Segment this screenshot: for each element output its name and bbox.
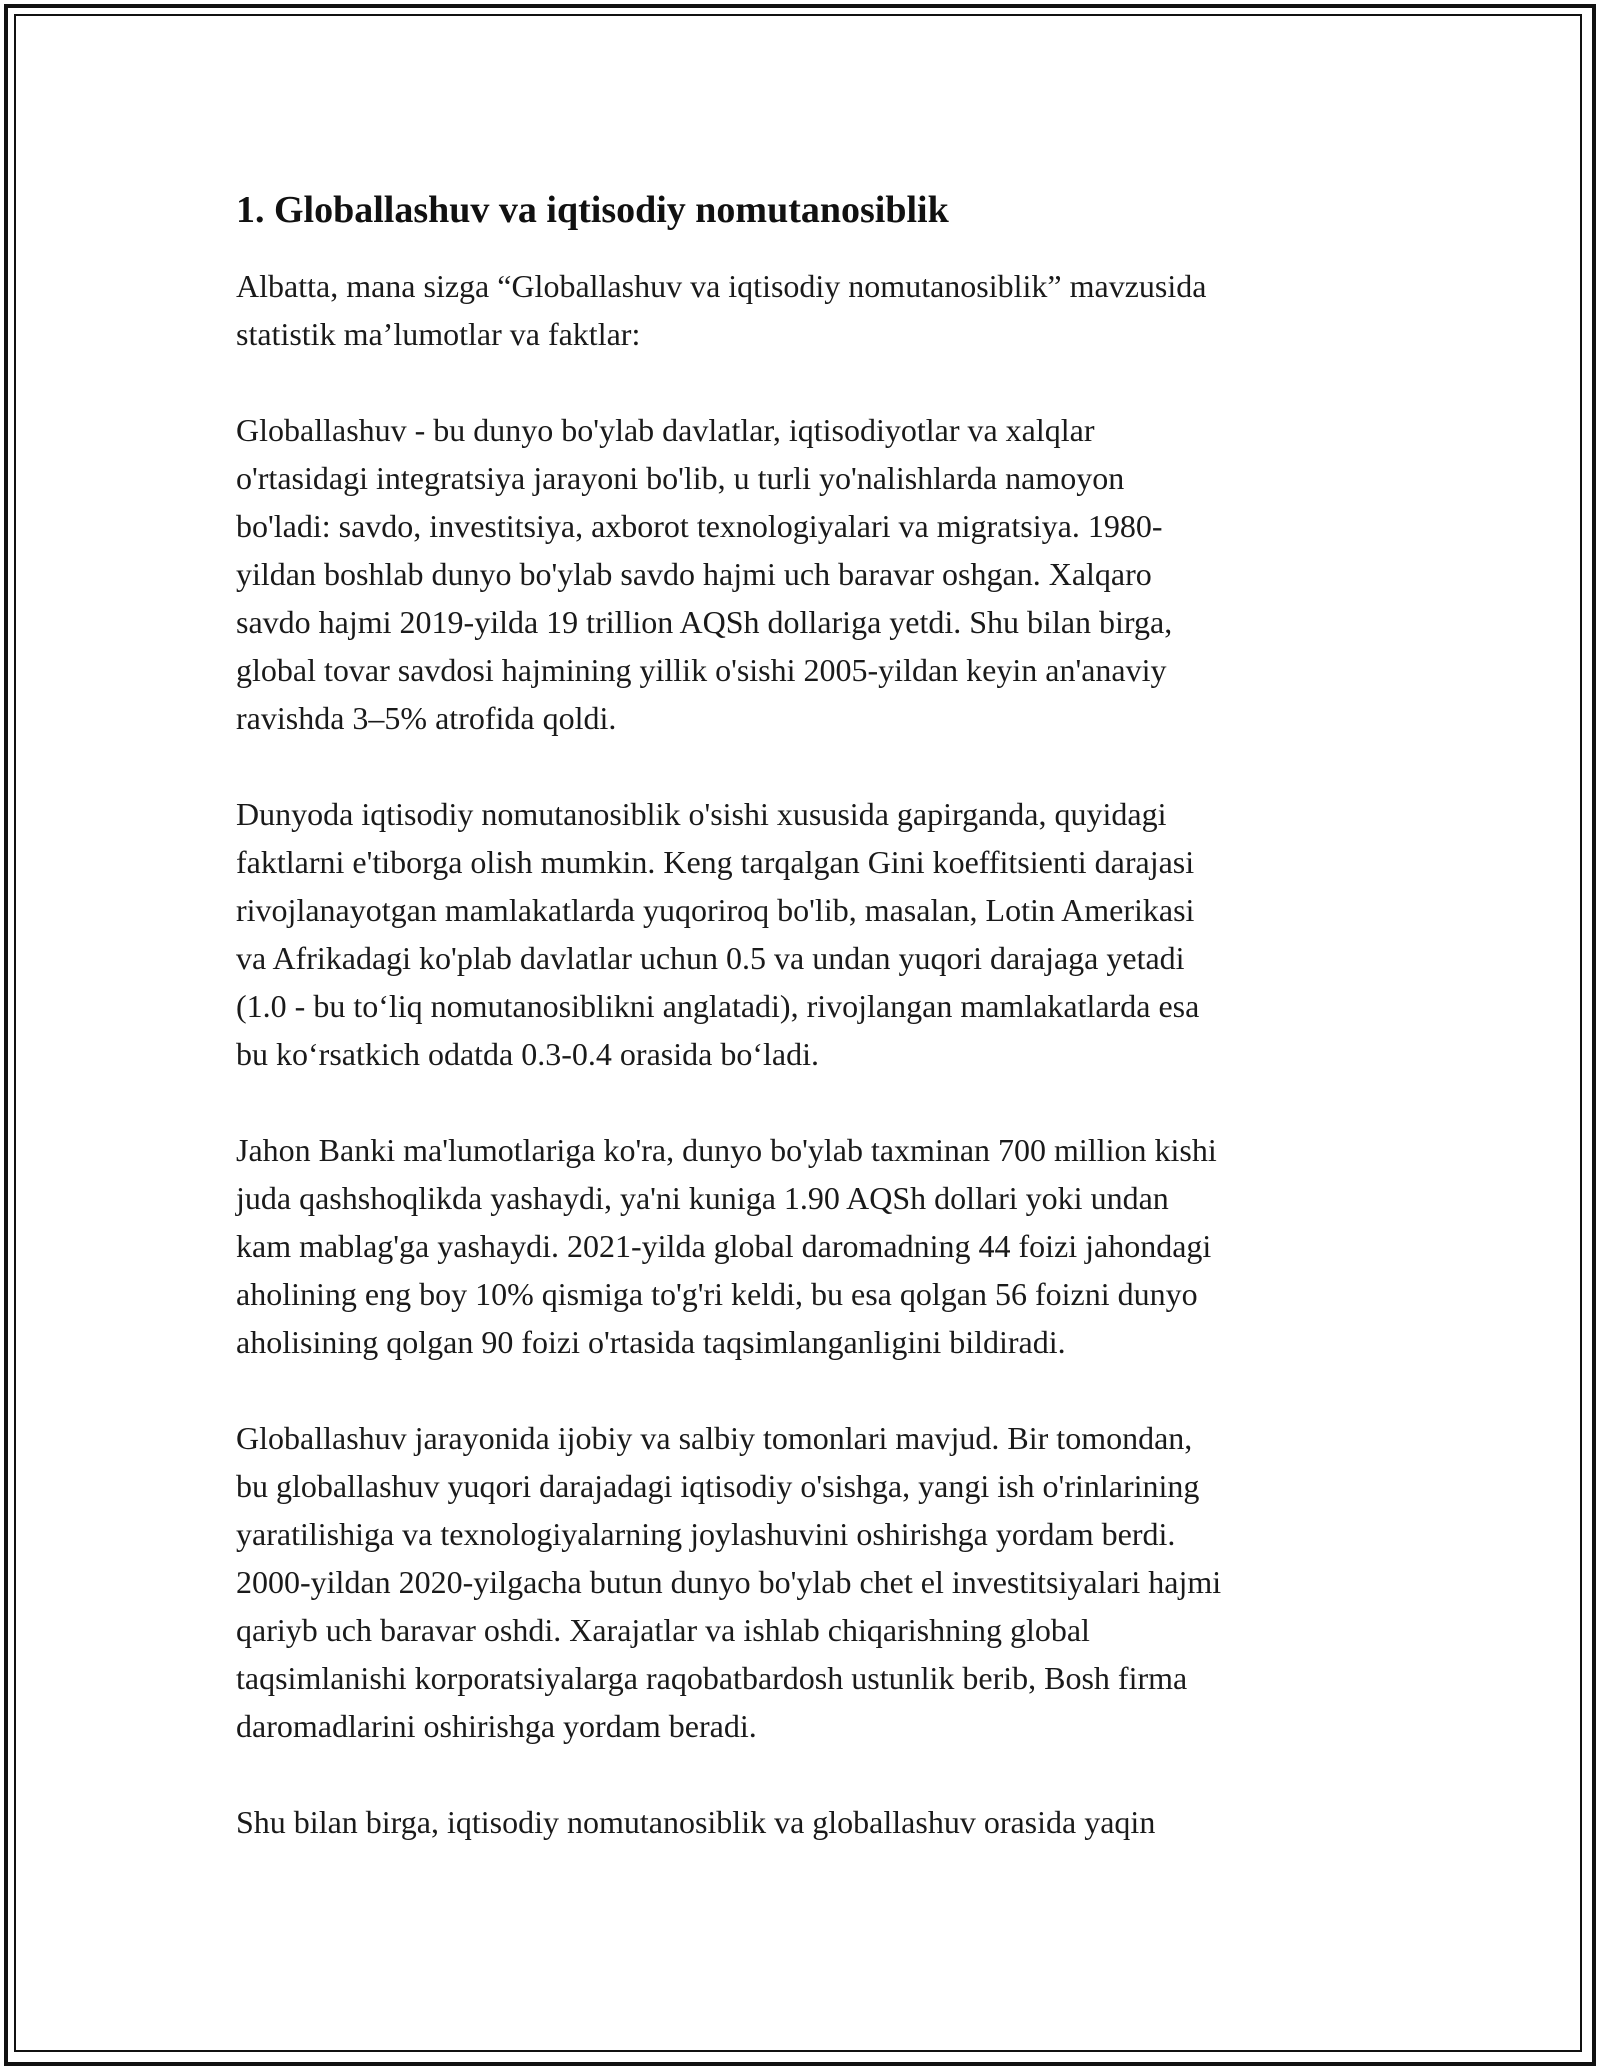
paragraph-globalization: Globallashuv - bu dunyo bo'ylab davlatlar, iqtisodiyotlar va xalqlar o'rtasidagi integratsiya jarayoni bo'lib, u turli yo'nalishlarda namoyon bo'ladi: savdo, investitsiya, axborot texnologiyalari va migratsiya. 1980- yildan boshlab dunyo bo'ylab savdo hajmi uch baravar oshgan. Xalqaro savdo hajmi 2019-yilda 19 trillion AQSh dollariga yetdi. Shu bilan birga, global tovar savdosi hajmining yillik o'sishi 2005-yildan keyin an'anaviy ravishda 3–5% atrofida qoldi. <box>236 412 1173 736</box>
paragraph-pros-cons: Globallashuv jarayonida ijobiy va salbiy tomonlari mavjud. Bir tomondan, bu globallashuv yuqori darajadagi iqtisodiy o'sishga, yangi ish o'rinlarining yaratilishiga va texnologiyalarning joylashuvini oshirishga yordam berdi. 2000-yildan 2020-yilgacha butun dunyo bo'ylab chet el investitsiyalari hajmi qariyb uch baravar oshdi. Xarajatlar va ishlab chiqarishning global taqsimlanishi korporatsiyalarga raqobatbardosh ustunlik berib, Bosh firma daromadlarini oshirishga yordam beradi. <box>236 1420 1222 1744</box>
paragraph-intro: Albatta, mana sizga “Globallashuv va iqtisodiy nomutanosiblik” mavzusida statistik ma’lumotlar va faktlar: <box>236 268 1207 352</box>
paragraph-world-bank: Jahon Banki ma'lumotlariga ko'ra, dunyo bo'ylab taxminan 700 million kishi juda qashshoqlikda yashaydi, ya'ni kuniga 1.90 AQSh dollari yoki undan kam mablag'ga yashaydi. 2021-yilda global daromadning 44 foizi jahondagi aholining eng boy 10% qismiga to'g'ri keldi, bu esa qolgan 56 foizni dunyo aholisining qolgan 90 foizi o'rtasida taqsimlanganligini bildiradi. <box>236 1132 1217 1360</box>
paragraph-inequality: Dunyoda iqtisodiy nomutanosiblik o'sishi xususida gapirganda, quyidagi faktlarni e'tiborga olish mumkin. Keng tarqalgan Gini koeffitsienti darajasi rivojlanayotgan mamlakatlarda yuqoriroq bo'lib, masalan, Lotin Amerikasi va Afrikadagi ko'plab davlatlar uchun 0.5 va undan yuqori darajaga yetadi (1.0 - bu to‘liq nomutanosiblikni anglatadi), rivojlangan mamlakatlarda esa bu ko‘rsatkich odatda 0.3-0.4 orasida bo‘ladi. <box>236 796 1200 1072</box>
paragraph-continuation: Shu bilan birga, iqtisodiy nomutanosiblik va globallashuv orasida yaqin <box>236 1804 1156 1840</box>
section-heading: 1. Globallashuv va iqtisodiy nomutanosiblik <box>236 189 949 231</box>
document-body <box>236 186 1376 1894</box>
